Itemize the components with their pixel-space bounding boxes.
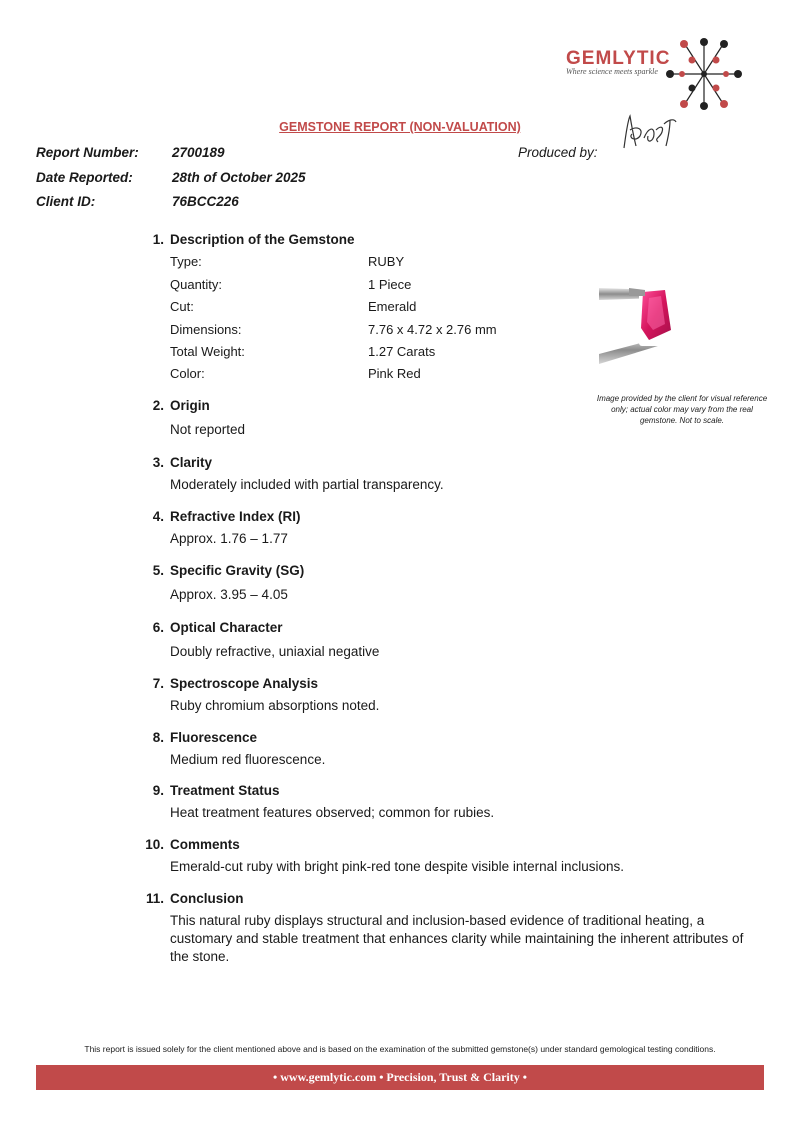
footer-disclaimer: This report is issued solely for the client mentioned above and is based on the examination of the submitted gemstone(s) under standard gemological testing conditions. bbox=[84, 1044, 716, 1054]
section-text-sg: Approx. 3.95 – 4.05 bbox=[170, 587, 288, 602]
row-value-type: RUBY bbox=[368, 254, 405, 269]
section-text-conclusion: This natural ruby displays structural and inclusion-based evidence of traditional heating, a customary and stable treatment that enhances clarity while maintaining the inherent attributes of the stone. bbox=[170, 913, 744, 964]
report-number-label: Report Number: bbox=[36, 145, 139, 160]
footer-bar-text: • www.gemlytic.com • Precision, Trust & Clarity • bbox=[273, 1070, 527, 1084]
section-number: 9. bbox=[152, 783, 164, 798]
section-number: 10. bbox=[145, 837, 164, 852]
section-text-ri: Approx. 1.76 – 1.77 bbox=[170, 531, 288, 546]
section-number: 8. bbox=[152, 730, 164, 745]
image-caption: Image provided by the client for visual reference only; actual color may vary from the real gemstone. Not to scale. bbox=[596, 394, 768, 425]
report-number-value: 2700189 bbox=[172, 145, 225, 160]
section-title-spectroscope: Spectroscope Analysis bbox=[170, 676, 319, 691]
section-number: 11. bbox=[145, 891, 164, 906]
section-text-comments: Emerald-cut ruby with bright pink-red tone despite visible internal inclusions. bbox=[170, 859, 624, 874]
brand-name: GEMLYTIC bbox=[566, 48, 671, 69]
row-value-dimensions: 7.76 x 4.72 x 2.76 mm bbox=[368, 322, 497, 337]
produced-by-label: Produced by: bbox=[518, 145, 598, 160]
section-number: 4. bbox=[152, 509, 164, 524]
section-text-spectroscope: Ruby chromium absorptions noted. bbox=[170, 698, 380, 713]
date-reported-label: Date Reported: bbox=[36, 170, 133, 185]
date-reported-value: 28th of October 2025 bbox=[172, 170, 306, 185]
section-text-clarity: Moderately included with partial transparency. bbox=[170, 477, 444, 492]
section-title-optical: Optical Character bbox=[170, 620, 283, 635]
section-number: 5. bbox=[152, 563, 164, 578]
section-title-sg: Specific Gravity (SG) bbox=[170, 563, 305, 578]
gemlytic-logo-icon bbox=[664, 36, 744, 112]
section-number: 3. bbox=[152, 455, 164, 470]
section-text-treatment: Heat treatment features observed; common for rubies. bbox=[170, 805, 495, 820]
footer-bar bbox=[36, 1065, 764, 1090]
client-id-label: Client ID: bbox=[36, 194, 96, 209]
brand-tagline: Where science meets sparkle bbox=[566, 67, 658, 76]
section-title-fluorescence: Fluorescence bbox=[170, 730, 258, 745]
row-label-dimensions: Dimensions: bbox=[170, 322, 242, 337]
row-label-quantity: Quantity: bbox=[170, 277, 223, 292]
row-label-cut: Cut: bbox=[170, 299, 194, 314]
ruby-photo bbox=[599, 280, 763, 368]
section-title-comments: Comments bbox=[170, 837, 240, 852]
row-label-weight: Total Weight: bbox=[170, 344, 245, 359]
client-id-value: 76BCC226 bbox=[172, 194, 239, 209]
section-title-conclusion: Conclusion bbox=[170, 891, 244, 906]
section-title-clarity: Clarity bbox=[170, 455, 213, 470]
row-label-color: Color: bbox=[170, 366, 205, 381]
section-text-origin: Not reported bbox=[170, 422, 246, 437]
row-label-type: Type: bbox=[170, 254, 202, 269]
row-value-quantity: 1 Piece bbox=[368, 277, 412, 292]
row-value-color: Pink Red bbox=[368, 366, 421, 381]
section-text-fluorescence: Medium red fluorescence. bbox=[170, 752, 326, 767]
section-number: 7. bbox=[152, 676, 164, 691]
section-text-optical: Doubly refractive, uniaxial negative bbox=[170, 644, 380, 659]
row-value-cut: Emerald bbox=[368, 299, 417, 314]
section-number: 2. bbox=[152, 398, 164, 413]
section-title-treatment: Treatment Status bbox=[170, 783, 280, 798]
signature-icon bbox=[614, 108, 684, 158]
report-title: GEMSTONE REPORT (NON-VALUATION) bbox=[279, 120, 521, 134]
section-title-ri: Refractive Index (RI) bbox=[170, 509, 301, 524]
section-number: 1. bbox=[152, 232, 164, 247]
section-title-origin: Origin bbox=[170, 398, 210, 413]
section-number: 6. bbox=[152, 620, 164, 635]
section-title-description: Description of the Gemstone bbox=[170, 232, 355, 247]
row-value-weight: 1.27 Carats bbox=[368, 344, 436, 359]
